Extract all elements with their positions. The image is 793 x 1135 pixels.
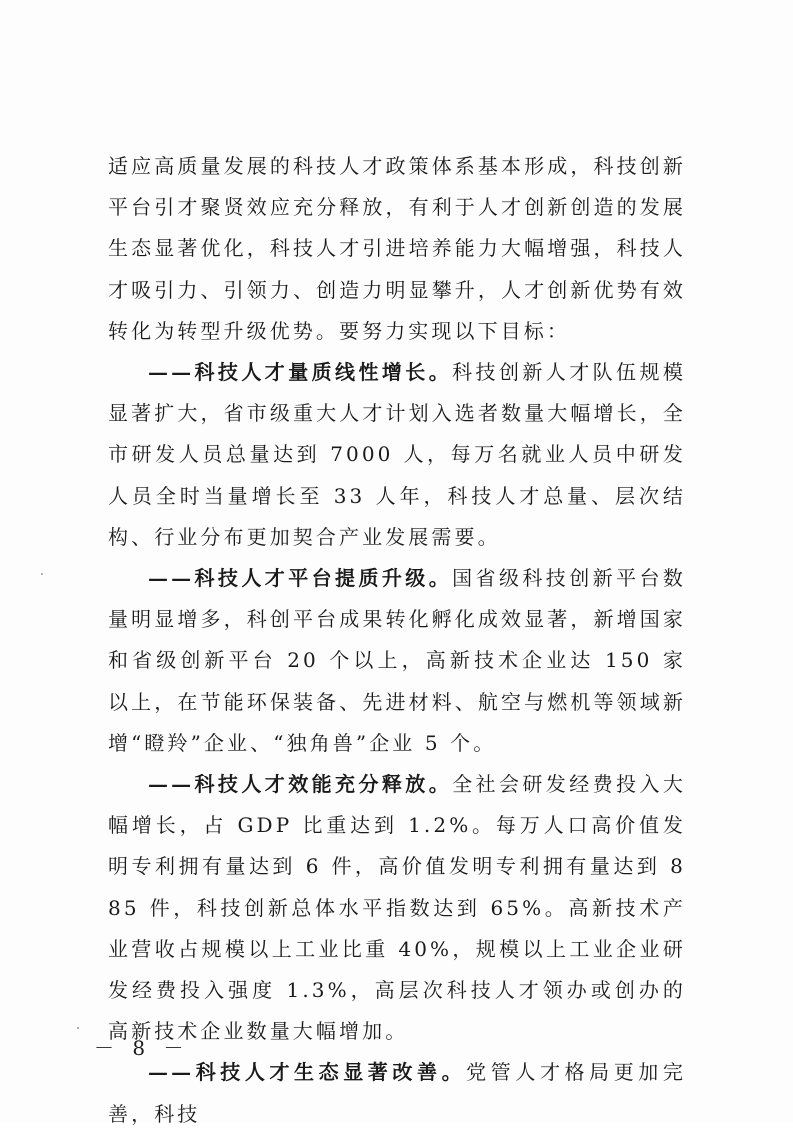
page-number: － 8 －	[94, 1036, 190, 1060]
paragraph-talent-ecology	[108, 1052, 686, 1134]
paragraph-text: 党管人才格局更加完善，科技	[108, 1060, 686, 1126]
scan-speck	[41, 573, 43, 575]
paragraph-heading: ——科技人才生态显著改善。	[148, 1060, 467, 1085]
paragraph-talent-efficiency	[108, 764, 686, 1052]
paragraph-text: 国省级科技创新平台数量明显增多，科创平台成果转化孵化成效显著，新增国家和省级创新平台 20 个以上，高新技术企业达 150 家以上，在节能环保装备、先进材料、航空与燃机等领域新增“瞪羚”企业、“独角兽”企业 5 个。	[108, 566, 686, 755]
paragraph-text: 适应高质量发展的科技人才政策体系基本形成，科技创新平台引才聚贤效应充分释放，有利于人才创新创造的发展生态显著优化，科技人才引进培养能力大幅增强，科技人才吸引力、引领力、创造力明显攀升，人才创新优势有效转化为转型升级优势。要努力实现以下目标：	[108, 154, 686, 343]
paragraph-text: 全社会研发经费投入大幅增长，占 GDP 比重达到 1.2%。每万人口高价值发明专利拥有量达到 6 件，高价值发明专利拥有量达到 885 件，科技创新总体水平指数达到 65%。高新技术产业营收占规模以上工业比重 40%，规模以上工业企业研发经费投入强度 1.3%，高层次科技人才领办或创办的高新技术企业数量大幅增加。	[108, 772, 686, 1044]
paragraph-heading: ——科技人才效能充分释放。	[148, 772, 453, 797]
document-body	[108, 146, 686, 1135]
paragraph-talent-platform	[108, 558, 686, 764]
scan-speck	[77, 1027, 79, 1029]
paragraph-talent-growth	[108, 352, 686, 558]
paragraph-heading: ——科技人才平台提质升级。	[148, 566, 453, 591]
paragraph-heading: ——科技人才量质线性增长。	[148, 360, 453, 385]
paragraph-intro	[108, 146, 686, 352]
paragraph-text: 科技创新人才队伍规模显著扩大，省市级重大人才计划入选者数量大幅增长，全市研发人员总量达到 7000 人，每万名就业人员中研发人员全时当量增长至 33 人年，科技人才总量、层次结构、行业分布更加契合产业发展需要。	[108, 360, 686, 549]
